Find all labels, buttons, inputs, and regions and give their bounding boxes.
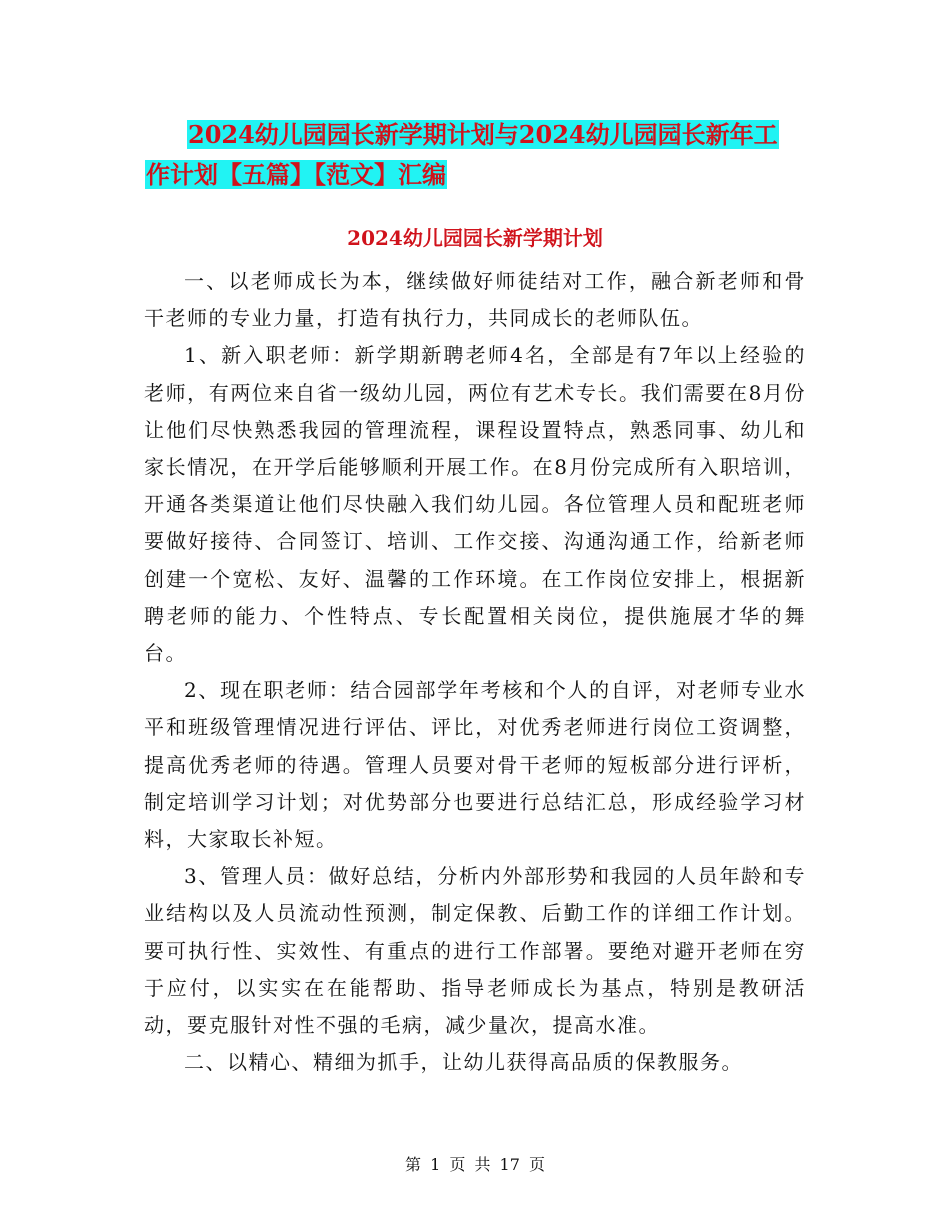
- body-paragraph: 3、管理人员：做好总结，分析内外部形势和我园的人员年龄和专业结构以及人员流动性预测，制定保教、后勤工作的详细工作计划。要可执行性、实效性、有重点的进行工作部署。要绝对避开老师在穷于应付，以实实在在能帮助、指导老师成长为基点，特别是教研活动，要克服针对性不强的毛病，减少量次，提高水准。: [144, 864, 806, 1038]
- body-paragraph: 2、现在职老师：结合园部学年考核和个人的自评，对老师专业水平和班级管理情况进行评估、评比，对优秀老师进行岗位工资调整，提高优秀老师的待遇。管理人员要对骨干老师的短板部分进行评析，制定培训学习计划；对优势部分也要进行总结汇总，形成经验学习材料，大家取长补短。: [144, 678, 806, 852]
- body-paragraph: 二、以精心、精细为抓手，让幼儿获得高品质的保教服务。: [184, 1050, 743, 1075]
- title-highlight: 2024幼儿园园长新学期计划与2024幼儿园园长新年工: [188, 120, 778, 149]
- document-title-line-2: [145, 152, 447, 198]
- page-number-footer: 第 1 页 共 17 页: [405, 1155, 545, 1174]
- document-body: [144, 263, 806, 1081]
- body-paragraph: 1、新入职老师：新学期新聘老师4名，全部是有7年以上经验的老师，有两位来自省一级幼儿园，两位有艺术专长。我们需要在8月份让他们尽快熟悉我园的管理流程，课程设置特点，熟悉同事、幼儿和家长情况，在开学后能够顺利开展工作。在8月份完成所有入职培训，开通各类渠道让他们尽快融入我们幼儿园。各位管理人员和配班老师要做好接待、合同签订、培训、工作交接、沟通沟通工作，给新老师创建一个宽松、友好、温馨的工作环境。在工作岗位安排上，根据新聘老师的能力、个性特点、专长配置相关岗位，提供施展才华的舞台。: [144, 343, 806, 666]
- body-paragraph: 一、以老师成长为本，继续做好师徒结对工作，融合新老师和骨干老师的专业力量，打造有执行力，共同成长的老师队伍。: [144, 269, 806, 331]
- title-highlight: 作计划【五篇】【范文】汇编: [146, 160, 446, 189]
- section-title: 2024幼儿园园长新学期计划: [347, 226, 603, 250]
